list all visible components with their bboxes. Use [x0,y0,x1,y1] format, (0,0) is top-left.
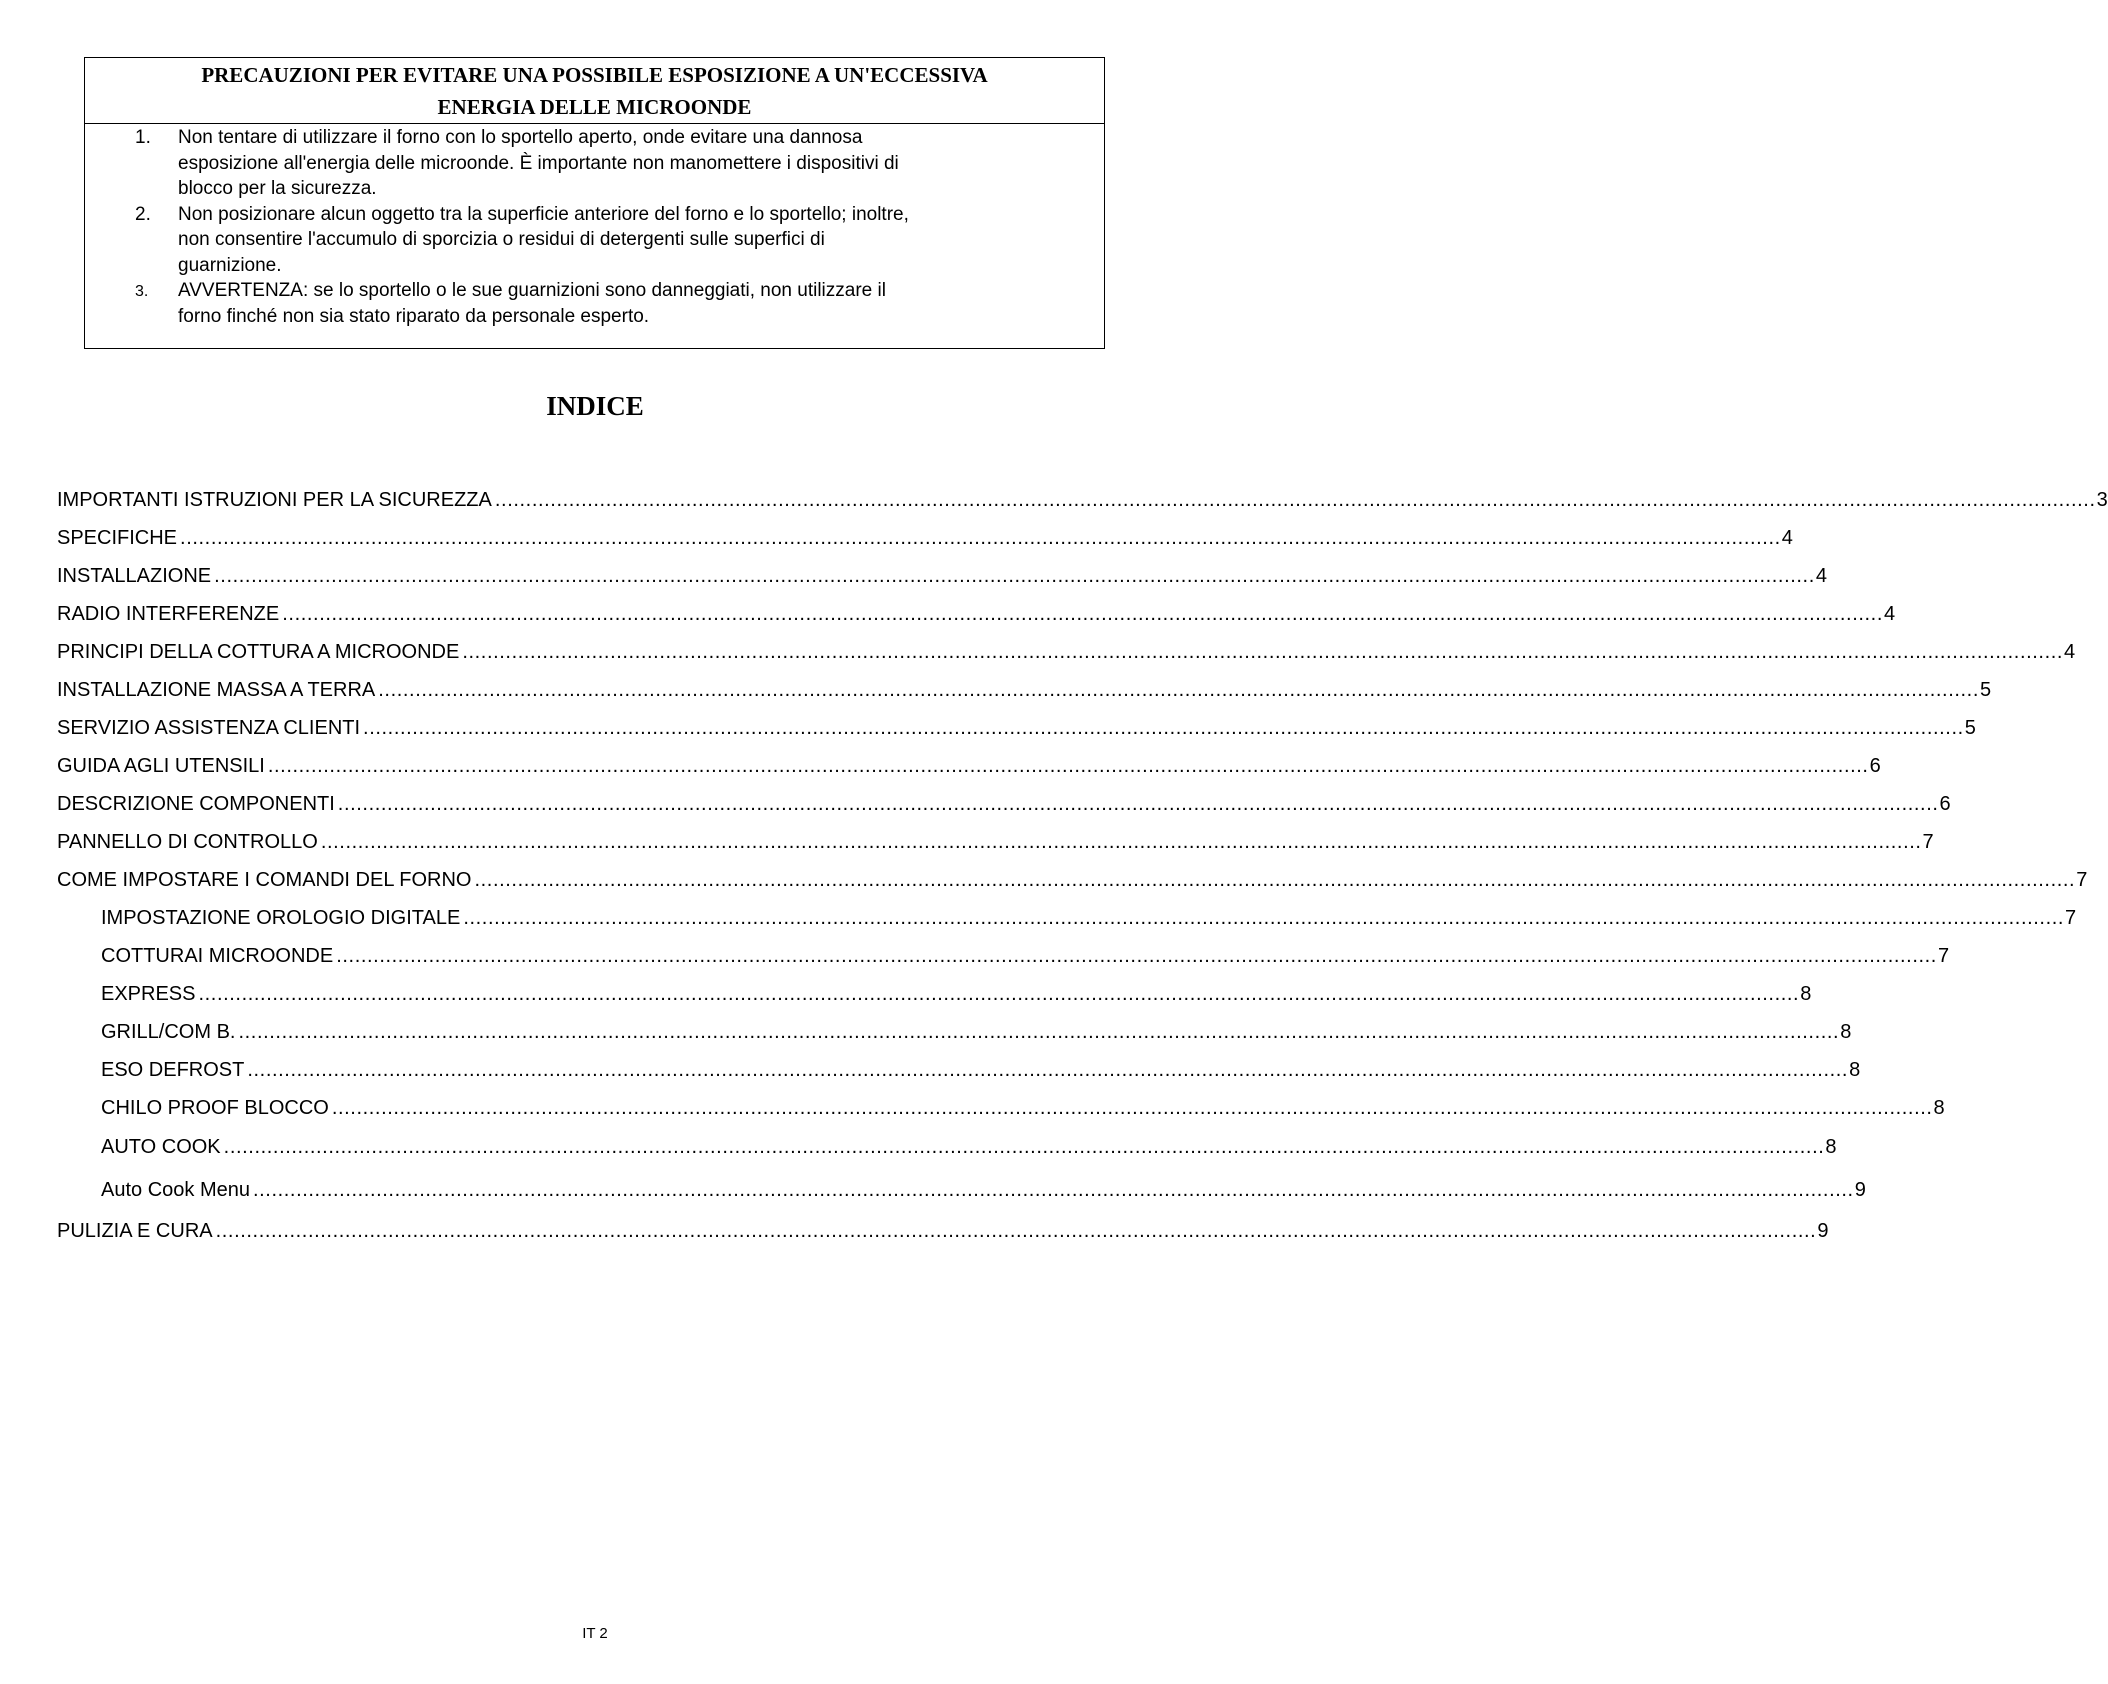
toc-entry-label: INSTALLAZIONE [57,565,212,587]
toc-entry[interactable] [101,903,2077,933]
toc-entry[interactable] [57,599,1896,629]
toc-dot-leader: .................................................................................................................................................................................................................................................................... [215,1220,1817,1242]
warning-line: forno finché non sia stato riparato da personale esperto. [178,305,650,327]
toc-dot-leader: .................................................................................................................................................................................................................................................................... [474,869,2076,891]
toc-entry-page: 8 [1825,1136,1837,1158]
toc-entry-label: RADIO INTERFERENZE [57,603,280,625]
toc-dot-leader: .................................................................................................................................................................................................................................................................... [252,1179,1854,1201]
toc-dot-leader: .................................................................................................................................................................................................................................................................... [214,565,1815,587]
toc-entry-label: PANNELLO DI CONTROLLO [57,831,318,853]
warning-item-number: 2. [135,203,151,225]
toc-entry[interactable] [57,523,1793,553]
toc-entry-page: 7 [1937,945,1950,967]
toc-entry-page: 6 [1869,755,1881,777]
toc-dot-leader: .................................................................................................................................................................................................................................................................... [494,489,2096,511]
toc-dot-leader: .................................................................................................................................................................................................................................................................... [180,527,1781,549]
toc-entry-label: SERVIZIO ASSISTENZA CLIENTI [57,717,361,739]
toc-entry-page: 6 [1939,793,1951,815]
toc-dot-leader: .................................................................................................................................................................................................................................................................... [247,1059,1849,1081]
toc-entry[interactable] [101,1175,1866,1205]
warning-item-number: 3. [135,283,149,300]
toc-entry-label: DESCRIZIONE COMPONENTI [57,793,335,815]
toc-entry-page: 7 [2065,907,2077,929]
toc-entry[interactable] [57,1216,1829,1246]
toc-entry[interactable] [57,827,1934,857]
toc-entry-page: 8 [1800,983,1812,1005]
toc-dot-leader: .................................................................................................................................................................................................................................................................... [320,831,1922,853]
toc-entry-page: 9 [1817,1220,1829,1242]
toc-dot-leader: .................................................................................................................................................................................................................................................................... [331,1097,1933,1119]
toc-entry-label: EXPRESS [101,983,196,1005]
toc-dot-leader: .................................................................................................................................................................................................................................................................... [238,1021,1840,1043]
toc-entry-page: 4 [1781,527,1793,549]
warning-line: guarnizione. [178,254,282,276]
toc-entry-label: IMPOSTAZIONE OROLOGIO DIGITALE [101,907,461,929]
toc-entry-page: 8 [1849,1059,1861,1081]
toc-dot-leader: .................................................................................................................................................................................................................................................................... [223,1136,1825,1158]
toc-dot-leader: .................................................................................................................................................................................................................................................................... [198,983,1800,1005]
toc-dot-leader: .................................................................................................................................................................................................................................................................... [337,793,1939,815]
toc-entry-label: COME IMPOSTARE I COMANDI DEL FORNO [57,869,472,891]
toc-entry-label: ESO DEFROST [101,1059,245,1081]
warning-title-line2: ENERGIA DELLE MICROONDE [437,95,752,119]
toc-entry-page: 5 [1964,717,1976,739]
toc-entry[interactable] [101,1055,1861,1085]
toc-dot-leader: .................................................................................................................................................................................................................................................................... [378,679,1979,701]
toc-entry-page: 3 [2096,489,2108,511]
toc-entry-label: INSTALLAZIONE MASSA A TERRA [57,679,376,701]
page-number: IT 2 [582,1625,608,1642]
toc-entry-page: 8 [1840,1021,1852,1043]
toc-entry-label: GRILL/COM B. [101,1021,236,1043]
index-title: INDICE [546,391,644,421]
toc-entry[interactable] [57,561,1827,591]
warning-line: Non tentare di utilizzare il forno con lo sportello aperto, onde evitare una dannosa [178,127,863,148]
toc-entry[interactable] [57,865,2088,895]
toc-entry[interactable] [101,1093,1945,1123]
toc-entry-label: GUIDA AGLI UTENSILI [57,755,265,777]
toc-entry-page: 7 [1922,831,1934,853]
toc-entry[interactable] [57,485,2108,515]
warning-item [85,125,1104,202]
toc-entry-page: 5 [1980,679,1992,701]
warning-box [84,57,1105,349]
toc-entry-page: 7 [2076,869,2088,891]
toc-entry-page: 8 [1933,1097,1945,1119]
warning-line: AVVERTENZA: se lo sportello o le sue guarnizioni sono danneggiati, non utilizzare il [178,280,886,301]
toc-dot-leader: .................................................................................................................................................................................................................................................................... [462,641,2064,663]
toc-dot-leader: .................................................................................................................................................................................................................................................................... [363,717,1964,739]
toc-entry[interactable] [101,979,1812,1009]
toc-dot-leader: .................................................................................................................................................................................................................................................................... [336,945,1937,967]
toc-entry[interactable] [57,789,1951,819]
warning-line: blocco per la sicurezza. [178,178,377,199]
warning-line: Non posizionare alcun oggetto tra la superficie anteriore del forno e lo sportello; inoltre, [178,203,909,225]
warning-title-line1: PRECAUZIONI PER EVITARE UNA POSSIBILE ESPOSIZIONE A UN'ECCESSIVA [201,63,988,87]
toc-entry-page: 4 [1815,565,1827,587]
warning-item [85,278,1104,329]
toc-entry-label: COTTURAI MICROONDE [101,945,334,967]
warning-item-number: 1. [135,127,151,148]
toc-entry[interactable] [57,675,1992,705]
toc-dot-leader: .................................................................................................................................................................................................................................................................... [267,755,1869,777]
toc-dot-leader: .................................................................................................................................................................................................................................................................... [282,603,1883,625]
toc-dot-leader: .................................................................................................................................................................................................................................................................... [463,907,2065,929]
toc-entry[interactable] [57,713,1976,743]
toc-entry[interactable] [101,1132,1837,1162]
warning-line: non consentire l'accumulo di sporcizia o residui di detergenti sulle superfici di [178,229,825,250]
warning-title [85,58,1104,124]
toc-entry-page: 4 [2064,641,2076,663]
toc-entry[interactable] [101,941,1950,971]
toc-entry-label: AUTO COOK [101,1136,221,1158]
toc-entry-label: CHILO PROOF BLOCCO [101,1097,329,1119]
warning-item [85,202,1104,279]
toc-entry-label: PULIZIA E CURA [57,1220,213,1242]
toc-entry[interactable] [57,751,1881,781]
toc-entry-label: PRINCIPI DELLA COTTURA A MICROONDE [57,641,460,663]
toc-entry-label: IMPORTANTI ISTRUZIONI PER LA SICUREZZA [57,489,492,511]
toc-entry-page: 9 [1854,1179,1866,1201]
toc-entry[interactable] [101,1017,1852,1047]
warning-list [85,124,1104,329]
toc-entry-label: SPECIFICHE [57,527,178,549]
toc-entry-label: Auto Cook Menu [101,1179,250,1201]
warning-line: esposizione all'energia delle microonde. È importante non manomettere i dispositivi di [178,152,899,174]
toc-entry-page: 4 [1883,603,1896,625]
toc-entry[interactable] [57,637,2076,667]
